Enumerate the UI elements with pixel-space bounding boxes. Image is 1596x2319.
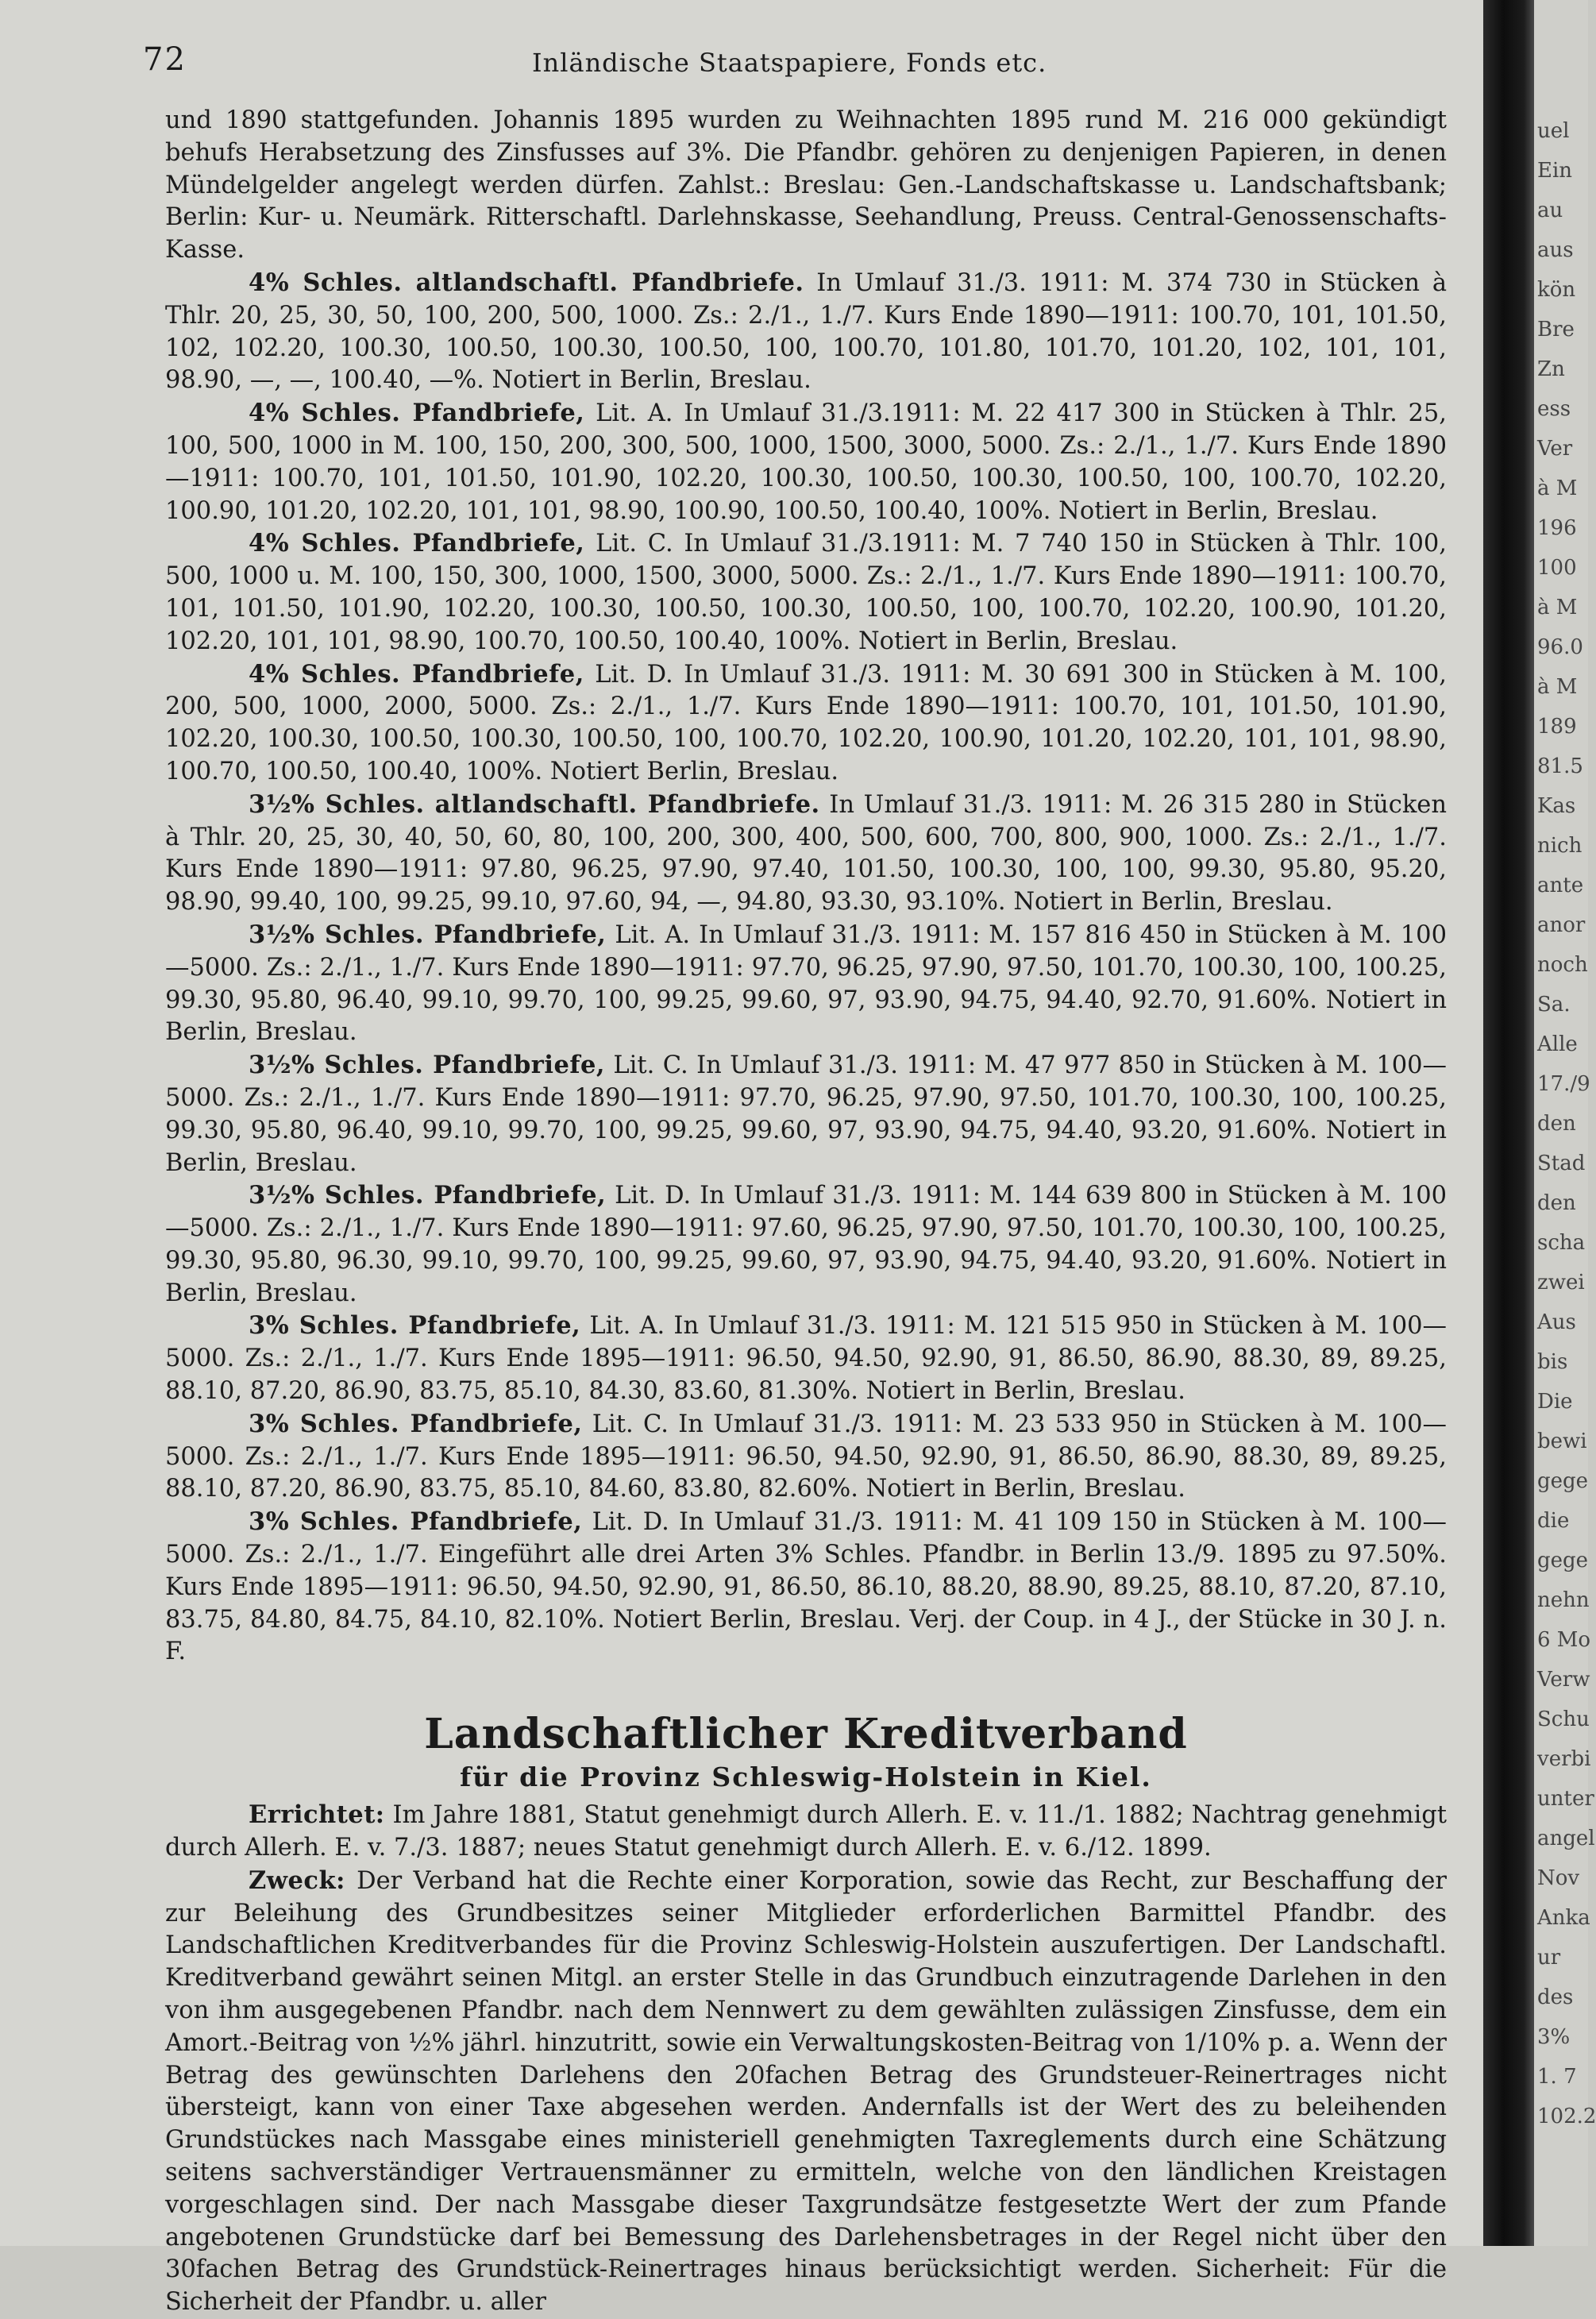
facing-page-fragment: nich	[1537, 834, 1583, 858]
facing-page-edge	[1534, 0, 1596, 2246]
bond-details: Lit. C. In Umlauf 31./3.1911: M. 7 740 150 in Stücken à Thlr. 100, 500, 1000 u. M. 100, 150, 300, 1000, 1500, 3000, 5000. Zs.: 2./1., 1./7. Kurs Ende 1890—1911: 100.70, 101, 101.50, 101.90, 102.20, 100.30, 100.50, 100.30, 100.50, 100, 100.70, 102.20, 100.90, 101.20, 102.20, 101, 101, 98.90, 100.70, 100.50, 100.40, 100%. Notiert in Berlin, Breslau.	[165, 530, 1447, 655]
facing-page-fragment: Aus	[1537, 1310, 1576, 1334]
facing-page-fragment: den	[1537, 1112, 1576, 1136]
facing-page-fragment: gege	[1537, 1469, 1589, 1493]
facing-page-fragment: bis	[1537, 1350, 1568, 1374]
facing-page-fragment: au	[1537, 199, 1563, 222]
bond-entry	[165, 397, 1447, 527]
bond-entry	[165, 1049, 1447, 1179]
facing-page-fragment: aus	[1537, 238, 1574, 262]
facing-page-fragment: Verw	[1537, 1668, 1590, 1692]
continuation-paragraph: und 1890 stattgefunden. Johannis 1895 wurden zu Weihnachten 1895 rund M. 216 000 gekündigt behufs Herabsetzung des Zinsfusses auf 3%. Die Pfandbr. gehören zu denjenigen Papieren, in denen Mündelgelder angelegt werden dürfen. Zahlst.: Breslau: Gen.-Landschaftskasse u. Landschaftsbank; Berlin: Kur- u. Neumärk. Ritterschaftl. Darlehnskasse, Seehandlung, Preuss. Central-Genossenschafts-Kasse.	[165, 106, 1447, 264]
facing-page-fragment: 17./9	[1537, 1072, 1590, 1096]
facing-page-fragment: 81.5	[1537, 754, 1583, 778]
facing-page-fragment: uel	[1537, 119, 1570, 143]
facing-page-fragment: Zn	[1537, 357, 1565, 381]
facing-page-fragment: kön	[1537, 278, 1576, 302]
facing-page-fragment: Schu	[1537, 1707, 1590, 1731]
facing-page-fragment: Bre	[1537, 318, 1575, 341]
bond-title: 3½% Schles. Pfandbriefe,	[249, 1181, 607, 1210]
bond-entry	[165, 1408, 1447, 1506]
page-number: 72	[143, 41, 187, 78]
main-text	[165, 105, 1447, 2319]
running-head	[143, 41, 1413, 83]
book-gutter	[1483, 0, 1534, 2246]
facing-page-fragment: Ein	[1537, 159, 1573, 183]
facing-page-fragment: à M	[1537, 675, 1578, 699]
bond-title: 3% Schles. Pfandbriefe,	[249, 1311, 581, 1341]
facing-page-fragment: Nov	[1537, 1866, 1580, 1890]
facing-page-fragment: Kas	[1537, 794, 1576, 818]
facing-page-fragment: zwei	[1537, 1271, 1585, 1295]
bond-entry	[165, 919, 1447, 1049]
facing-page-fragment: ur	[1537, 1946, 1561, 1970]
facing-page-fragment: 100	[1537, 556, 1577, 580]
zweck-text: Der Verband hat die Rechte einer Korporation, sowie das Recht, zur Beschaffung der zur Beleihung des Grundbesitzes seiner Mitglieder erforderlichen Barmittel Pfandbr. des Landschaftlichen Kreditverbandes für die Provinz Schleswig-Holstein auszufertigen. Der Landschaftl. Kreditverband gewährt seinen Mitgl. an erster Stelle in das Grundbuch einzutragende Darlehen in den von ihm ausgegebenen Pfandbr. nach dem Nennwert zu dem gewählten zulässigen Zinsfusse, dem ein Amort.-Beitrag von ½% jährl. hinzutritt, sowie ein Verwaltungskosten-Beitrag von 1/10% p. a. Wenn der Betrag des gewünschten Darlehens den 20fachen Betrag des Grundsteuer-Reinertrages nicht übersteigt, kann von einer Taxe abgesehen werden. Andernfalls ist der Wert des zu beleihenden Grundstückes nach Massgabe eines ministeriell genehmigten Taxreglements durch eine Schätzung seitens sachverständiger Vertrauensmänner zu ermitteln, welche von den ländlichen Kreistagen vorgeschlagen sind. Der nach Massgabe dieser Taxgrundsätze festgesetzte Wert der zum Pfande angebotenen Grundstücke darf bei Bemessung des Darlehensbetrages in der Regel nicht über den 30fachen Betrag des Grundstück-Reinertrages hinaus berücksichtigt werden. Sicherheit: Für die Sicherheit der Pfandbr. u. aller	[165, 1866, 1447, 2317]
bond-title: 3½% Schles. Pfandbriefe,	[249, 920, 607, 949]
facing-page-fragment: 189	[1537, 715, 1577, 739]
section-zweck	[165, 1865, 1447, 2319]
bond-entry	[165, 1179, 1447, 1310]
bond-details: Lit. C. In Umlauf 31./3. 1911: M. 47 977 850 in Stücken à M. 100—5000. Zs.: 2./1., 1./7. Kurs Ende 1890—1911: 97.70, 96.25, 97.90, 97.50, 101.70, 100.30, 100, 100.25, 99.30, 95.80, 96.40, 99.10, 99.70, 100, 99.25, 99.60, 97, 93.90, 94.75, 94.40, 93.20, 91.60%. Notiert in Berlin, Breslau.	[165, 1051, 1448, 1177]
facing-page-fragment: 6 Mo	[1537, 1628, 1591, 1652]
bond-entry	[165, 1506, 1447, 1669]
facing-page-fragment: 96.0	[1537, 635, 1583, 659]
facing-page-fragment: noch	[1537, 953, 1588, 977]
bond-entry	[165, 1310, 1447, 1407]
facing-page-fragment: 196	[1537, 516, 1577, 540]
facing-page-fragment: den	[1537, 1191, 1576, 1215]
bond-entry	[165, 658, 1447, 789]
facing-page-fragment: Ver	[1537, 437, 1573, 461]
facing-page-fragment: des	[1537, 1985, 1574, 2009]
bond-details: In Umlauf 31./3. 1911: M. 26 315 280 in Stücken à Thlr. 20, 25, 30, 40, 50, 60, 80, 100, 200, 300, 400, 500, 600, 700, 800, 900, 1000. Zs.: 2./1., 1./7. Kurs Ende 1890—1911: 97.80, 96.25, 97.90, 97.40, 101.50, 100.30, 100, 100, 99.30, 95.80, 95.20, 98.90, 99.40, 100, 99.25, 99.10, 97.60, 94, —, 94.80, 93.30, 93.10%. Notiert in Berlin, Breslau.	[165, 790, 1447, 916]
facing-page-fragment: à M	[1537, 596, 1578, 619]
running-title: Inländische Staatspapiere, Fonds etc.	[532, 48, 1047, 78]
zweck-label: Zweck:	[249, 1866, 345, 1895]
bond-title: 4% Schles. Pfandbriefe,	[249, 399, 585, 428]
bond-details: Lit. D. In Umlauf 31./3. 1911: M. 41 109 150 in Stücken à M. 100—5000. Zs.: 2./1., 1./7. Eingeführt alle drei Arten 3% Schles. Pfandbr. in Berlin 13./9. 1895 zu 97.50%. Kurs Ende 1895—1911: 96.50, 94.50, 92.90, 91, 86.50, 86.10, 88.20, 88.90, 89.25, 88.10, 87.20, 87.10, 83.75, 84.80, 84.75, 84.10, 82.10%. Notiert Berlin, Breslau. Verj. der Coup. in 4 J., der Stücke in 30 J. n. F.	[165, 1508, 1448, 1666]
facing-page-fragment: ess	[1537, 397, 1571, 421]
bond-title: 4% Schles. Pfandbriefe,	[249, 529, 585, 558]
facing-page-fragment: ante	[1537, 874, 1584, 897]
facing-page-fragment: angel	[1537, 1827, 1595, 1850]
bond-details: Lit. D. In Umlauf 31./3. 1911: M. 144 639 800 in Stücken à M. 100—5000. Zs.: 2./1., 1./7. Kurs Ende 1890—1911: 97.60, 96.25, 97.90, 97.50, 101.70, 100.30, 100, 100.25, 99.30, 95.80, 96.30, 99.10, 99.70, 100, 99.25, 99.60, 97, 93.90, 94.75, 94.40, 93.20, 91.60%. Notiert in Berlin, Breslau.	[165, 1182, 1448, 1307]
facing-page-fragment: gege	[1537, 1549, 1589, 1572]
bond-title: 3% Schles. Pfandbriefe,	[249, 1409, 583, 1438]
facing-page-fragment: die	[1537, 1509, 1570, 1533]
section-title: Landschaftlicher Kreditverband	[424, 1710, 1188, 1759]
facing-page-fragment: bewi	[1537, 1430, 1587, 1453]
facing-page-fragment: Stad	[1537, 1152, 1586, 1175]
bond-entry	[165, 267, 1447, 397]
facing-page-fragment: Alle	[1537, 1032, 1578, 1056]
facing-page-fragment: scha	[1537, 1231, 1586, 1255]
bond-details: Lit. D. In Umlauf 31./3. 1911: M. 30 691 300 in Stücken à M. 100, 200, 500, 1000, 2000, 5000. Zs.: 2./1., 1./7. Kurs Ende 1890—1911: 100.70, 101, 101.50, 101.90, 102.20, 100.30, 100.50, 100.30, 100.50, 100, 100.70, 102.20, 100.90, 101.20, 102.20, 101, 101, 98.90, 100.70, 100.50, 100.40, 100%. Notiert Berlin, Breslau.	[165, 660, 1447, 785]
facing-page-fragment: 1. 7	[1537, 2065, 1577, 2089]
facing-page-fragment: 102.2	[1537, 2105, 1596, 2128]
facing-page-fragment: 3%	[1537, 2025, 1571, 2049]
errichtet-label: Errichtet:	[249, 1800, 385, 1830]
bond-details: In Umlauf 31./3. 1911: M. 374 730 in Stücken à Thlr. 20, 25, 30, 50, 100, 200, 500, 1000. Zs.: 2./1., 1./7. Kurs Ende 1890—1911: 100.70, 101, 101.50, 102, 102.20, 100.30, 100.50, 100.30, 100.50, 100, 100.70, 101.80, 101.70, 101.20, 102, 101, 101, 98.90, —, —, 100.40, —%. Notiert in Berlin, Breslau.	[165, 268, 1447, 395]
section-subtitle: für die Provinz Schleswig-Holstein in Kiel.	[460, 1761, 1152, 1793]
facing-page-fragment: à M	[1537, 477, 1578, 500]
bond-details: Lit. A. In Umlauf 31./3. 1911: M. 157 816 450 in Stücken à M. 100—5000. Zs.: 2./1., 1./7. Kurs Ende 1890—1911: 97.70, 96.25, 97.90, 97.50, 101.70, 100.30, 100, 100.25, 99.30, 95.80, 96.40, 99.10, 99.70, 100, 99.25, 99.60, 97, 93.90, 94.75, 94.40, 92.70, 91.60%. Notiert in Berlin, Breslau.	[165, 920, 1447, 1047]
bond-entry	[165, 527, 1447, 658]
facing-page-fragment: Anka	[1537, 1906, 1590, 1930]
facing-page-fragment: anor	[1537, 913, 1586, 937]
bond-title: 3½% Schles. altlandschaftl. Pfandbriefe.	[249, 789, 820, 819]
bond-details: Lit. C. In Umlauf 31./3. 1911: M. 23 533 950 in Stücken à M. 100—5000. Zs.: 2./1., 1./7. Kurs Ende 1895—1911: 96.50, 94.50, 92.90, 91, 86.50, 86.90, 88.30, 89, 89.25, 88.10, 87.20, 86.90, 83.75, 85.10, 84.60, 83.80, 82.60%. Notiert in Berlin, Breslau.	[165, 1410, 1447, 1503]
bond-title: 3½% Schles. Pfandbriefe,	[249, 1051, 606, 1080]
facing-page-fragment: verbi	[1537, 1747, 1591, 1771]
bond-title: 4% Schles. Pfandbriefe,	[249, 659, 584, 689]
facing-page-fragment: Die	[1537, 1390, 1573, 1414]
section-errichtet	[165, 1799, 1447, 1865]
facing-page-fragment: Sa.	[1537, 993, 1571, 1017]
facing-page-fragment: nehn	[1537, 1588, 1590, 1612]
bond-details: Lit. A. In Umlauf 31./3.1911: M. 22 417 300 in Stücken à Thlr. 25, 100, 500, 1000 in M. 100, 150, 200, 300, 500, 1000, 1500, 3000, 5000. Zs.: 2./1., 1./7. Kurs Ende 1890—1911: 100.70, 101, 101.50, 101.90, 102.20, 100.30, 100.50, 100.30, 100.50, 100, 100.70, 102.20, 100.90, 101.20, 102.20, 101, 101, 98.90, 100.90, 100.50, 100.40, 100%. Notiert in Berlin, Breslau.	[165, 399, 1448, 525]
facing-page-fragment: unter	[1537, 1787, 1594, 1811]
bond-details: Lit. A. In Umlauf 31./3. 1911: M. 121 515 950 in Stücken à M. 100—5000. Zs.: 2./1., 1./7. Kurs Ende 1895—1911: 96.50, 94.50, 92.90, 91, 86.50, 86.90, 88.30, 89, 89.25, 88.10, 87.20, 86.90, 83.75, 85.10, 84.30, 83.60, 81.30%. Notiert in Berlin, Breslau.	[165, 1312, 1447, 1406]
bond-entry	[165, 789, 1447, 919]
bond-title: 4% Schles. altlandschaftl. Pfandbriefe.	[249, 268, 804, 297]
errichtet-text: Im Jahre 1881, Statut genehmigt durch Allerh. E. v. 11./1. 1882; Nachtrag genehmigt durch Allerh. E. v. 7./3. 1887; neues Statut genehmigt durch Allerh. E. v. 6./12. 1899.	[165, 1801, 1447, 1862]
bond-title: 3% Schles. Pfandbriefe,	[249, 1507, 583, 1537]
